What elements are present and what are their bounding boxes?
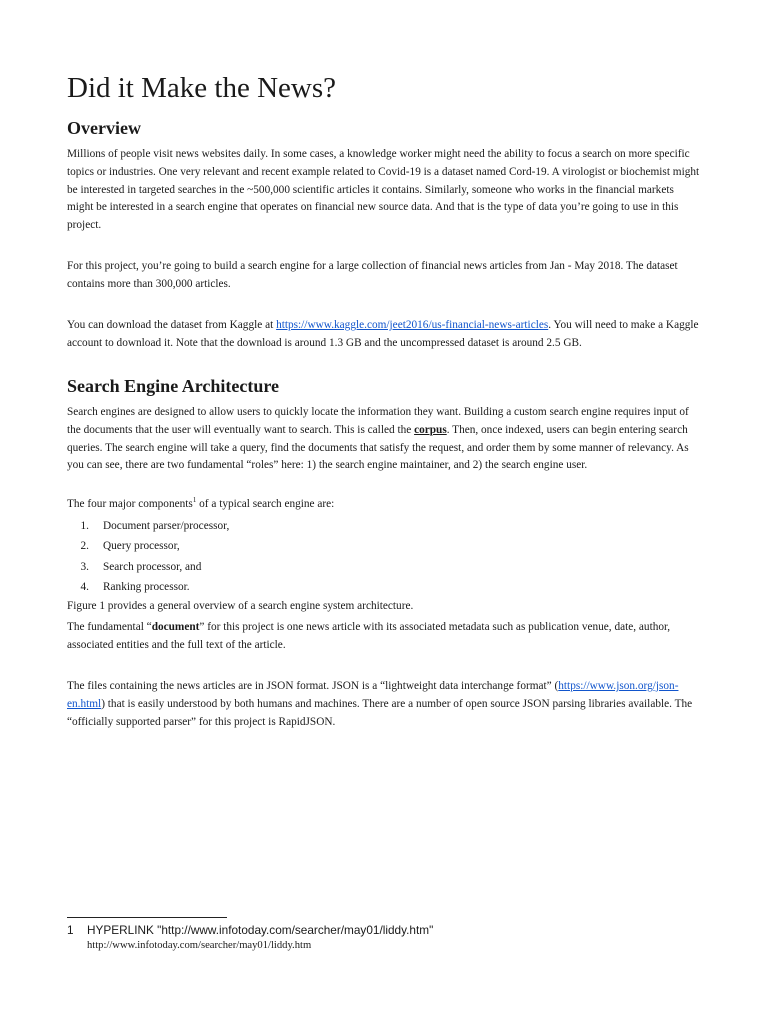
list-item: [67, 536, 229, 556]
arch-p2-before: The four major components: [67, 498, 193, 510]
footnote-number: 1: [67, 923, 74, 937]
architecture-paragraph-1: [67, 404, 703, 475]
arch-p1-after: . Then, once indexed, users can begin entering search queries. The search engine will take a query, find the documents that satisfy the request, and order them by some manner of relevancy. As you can see, there are two fundamental “roles” here: 1) the search engine maintainer, and 2) the search engine user.: [67, 423, 689, 472]
list-item-number: 1.: [80, 520, 89, 532]
json-org-link[interactable]: https://www.json.org/json-en.html: [67, 680, 679, 710]
download-text-after: . You will need to make a Kaggle account to download it. Note that the download is around 1.3 GB and the uncompressed dataset is around 2.5 GB.: [67, 319, 699, 349]
list-item: [67, 557, 229, 577]
architecture-paragraph-4: [67, 619, 703, 655]
arch-p1-before: Search engines are designed to allow users to quickly locate the information they want. Building a custom search engine requires input of the documents that the user will eventually want to search. This is called the: [67, 406, 689, 436]
footnote-separator: [67, 917, 227, 918]
list-item: [67, 577, 229, 597]
arch-p2-after: of a typical search engine are:: [196, 498, 335, 510]
list-item-number: 2.: [80, 540, 89, 553]
footnote-url[interactable]: http://www.infotoday.com/searcher/may01/liddy.htm: [87, 940, 312, 951]
download-text-before: You can download the dataset from Kaggle at: [67, 319, 277, 331]
footnote-field-text: HYPERLINK "http://www.infotoday.com/searcher/may01/liddy.htm": [87, 923, 434, 937]
corpus-term: corpus: [414, 423, 447, 436]
kaggle-dataset-link[interactable]: https://www.kaggle.com/jeet2016/us-financial-news-articles: [276, 319, 549, 331]
arch-p4-before: The fundamental “: [67, 621, 152, 633]
page-title: Did it Make the News?: [67, 72, 336, 104]
overview-paragraph-1: Millions of people visit news websites daily. In some cases, a knowledge worker might need the ability to focus a search on more specific topics or industries. One very relevant and recent example related to Covid-19 is a dataset named Cord-19. A virologist or biochemist might be interested in targeted searches in the ~500,000 scientific articles it contains. Similarly, someone who works in the financial markets might be interested in a search engine that operates on financial new source data. And that is the type of data you’re going to use in this project.: [67, 148, 700, 232]
arch-p4-after: ” for this project is one news article with its associated metadata such as publication venue, date, author, associated entities and the full text of the article.: [67, 621, 671, 651]
list-item-number: 3.: [80, 560, 89, 573]
list-item: [67, 516, 229, 536]
list-item-label: Document parser/processor,: [103, 520, 230, 532]
footnote-ref[interactable]: 1: [192, 496, 197, 505]
overview-paragraph-3: [67, 317, 703, 353]
overview-paragraph-2: For this project, you’re going to build a search engine for a large collection of financial news articles from Jan - May 2018. The dataset contains more than 300,000 articles.: [67, 260, 678, 290]
architecture-paragraph-5: [67, 678, 703, 731]
document-term: document: [151, 621, 200, 633]
list-item-label: Query processor,: [103, 540, 180, 553]
list-item-label: Ranking processor.: [103, 580, 190, 593]
arch-p5-before: The files containing the news articles are in JSON format. JSON is a “lightweight data interchange format” (: [67, 680, 559, 692]
architecture-heading: Search Engine Architecture: [67, 376, 279, 396]
architecture-paragraph-2: [67, 496, 703, 514]
list-item-number: 4.: [80, 580, 89, 593]
list-item-label: Search processor, and: [103, 560, 202, 573]
overview-heading: Overview: [67, 118, 141, 138]
components-list: [67, 516, 229, 597]
architecture-paragraph-3: Figure 1 provides a general overview of a search engine system architecture.: [67, 600, 414, 612]
footnote-field-code: [67, 922, 433, 938]
arch-p5-after: ) that is easily understood by both humans and machines. There are a number of open source JSON parsing libraries available. The “officially supported parser” for this project is RapidJSON.: [67, 697, 693, 728]
